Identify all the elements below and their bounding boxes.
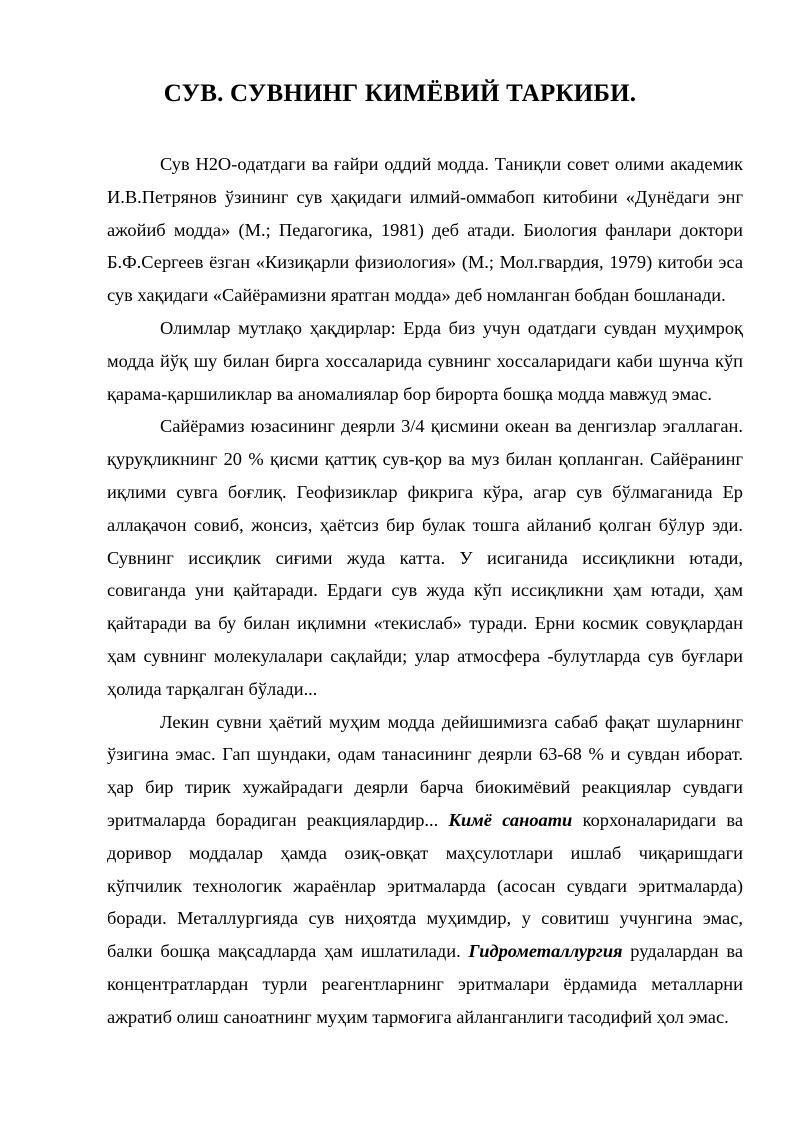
paragraph-2: Олимлар мутлақо ҳақдирлар: Ерда биз учун одатдаги сувдан муҳимроқ модда йўқ шу билан бирга хоссаларида сувнинг хоссаларидаги каби шунча кўп қарама-қаршиликлар ва аномалиялар бор бирорта бошқа модда мавжуд эмас.: [107, 317, 743, 404]
paragraph-4-text-middle: корхоналаридаги ва доривор моддалар ҳамда озиқ-овқат маҳсулотлари ишлаб чиқаришдаги кўпчилик технологик жараёнлар эритмаларда (асосан сувдаги эритмаларда) боради. Металлургияда сув ниҳоятда муҳимдир, у совитиш учунгина эмас, балки бошқа мақсадларда ҳам ишлатилади.: [107, 809, 743, 962]
page-title: СУВ. СУВНИНГ КИМЁВИЙ ТАРКИБИ.: [163, 80, 637, 107]
paragraph-4-text-start: Лекин сувни ҳаётий муҳим модда дейишимизга сабаб фақат шуларнинг ўзигина эмас. Гап шундаки, одам танасининг деярли 63-68 % и сувдан иборат. ҳар бир тирик хужайрадаги деярли барча биокимёвий реакциялар сувдаги эритмаларда борадиган реакциялардир...: [107, 711, 743, 830]
paragraph-4: [107, 706, 743, 1034]
paragraph-3: Сайёрамиз юзасининг деярли 3/4 қисмини океан ва денгизлар эгаллаган. қуруқликнинг 20 % қисми қаттиқ сув-қор ва муз билан қопланган. Сайёранинг иқлими сувга боғлиқ. Геофизиклар фикрига кўра, агар сув бўлмаганида Ер аллақачон совиб, жонсиз, ҳаётсиз бир булак тошга айланиб қолган бўлур эди. Сувнинг иссиқлик сиғими жуда катта. У исиганида иссиқликни ютади, совиганда уни қайтаради. Ердаги сув жуда кўп иссиқликни ҳам ютади, ҳам қайтаради ва бу билан иқлимни «текислаб» туради. Ерни космик совуқлардан ҳам сувнинг молекулалари сақлайди; улар атмосфера -булутларда сув буғлари ҳолида тарқалган бўлади...: [107, 416, 743, 699]
term-chemical-industry: Кимё саноати: [448, 809, 573, 830]
term-hydrometallurgy: Гидрометаллургия: [468, 941, 623, 962]
document-body: [107, 148, 743, 1034]
paragraph-1: Сув Н2О-одатдаги ва ғайри оддий модда. Таниқли совет олими академик И.В.Петрянов ўзининг сув ҳақидаги илмий-оммабоп китобини «Дунёдаги энг ажойиб модда» (М.; Педагогика, 1981) деб атади. Биология фанлари доктори Б.Ф.Сергеев ёзган «Кизиқарли физиология» (М.; Мол.гвардия, 1979) китоби эса сув хақидаги «Сайёрамизни яратган модда» деб номланган бобдан бошланади.: [107, 154, 743, 306]
paragraph-4-text-end: рудалардан ва концентратлардан турли реагентларнинг эритмалари ёрдамида металларни ажратиб олиш саноатнинг муҳим тармоғига айланганлиги тасодифий ҳол эмас.: [107, 941, 743, 1027]
